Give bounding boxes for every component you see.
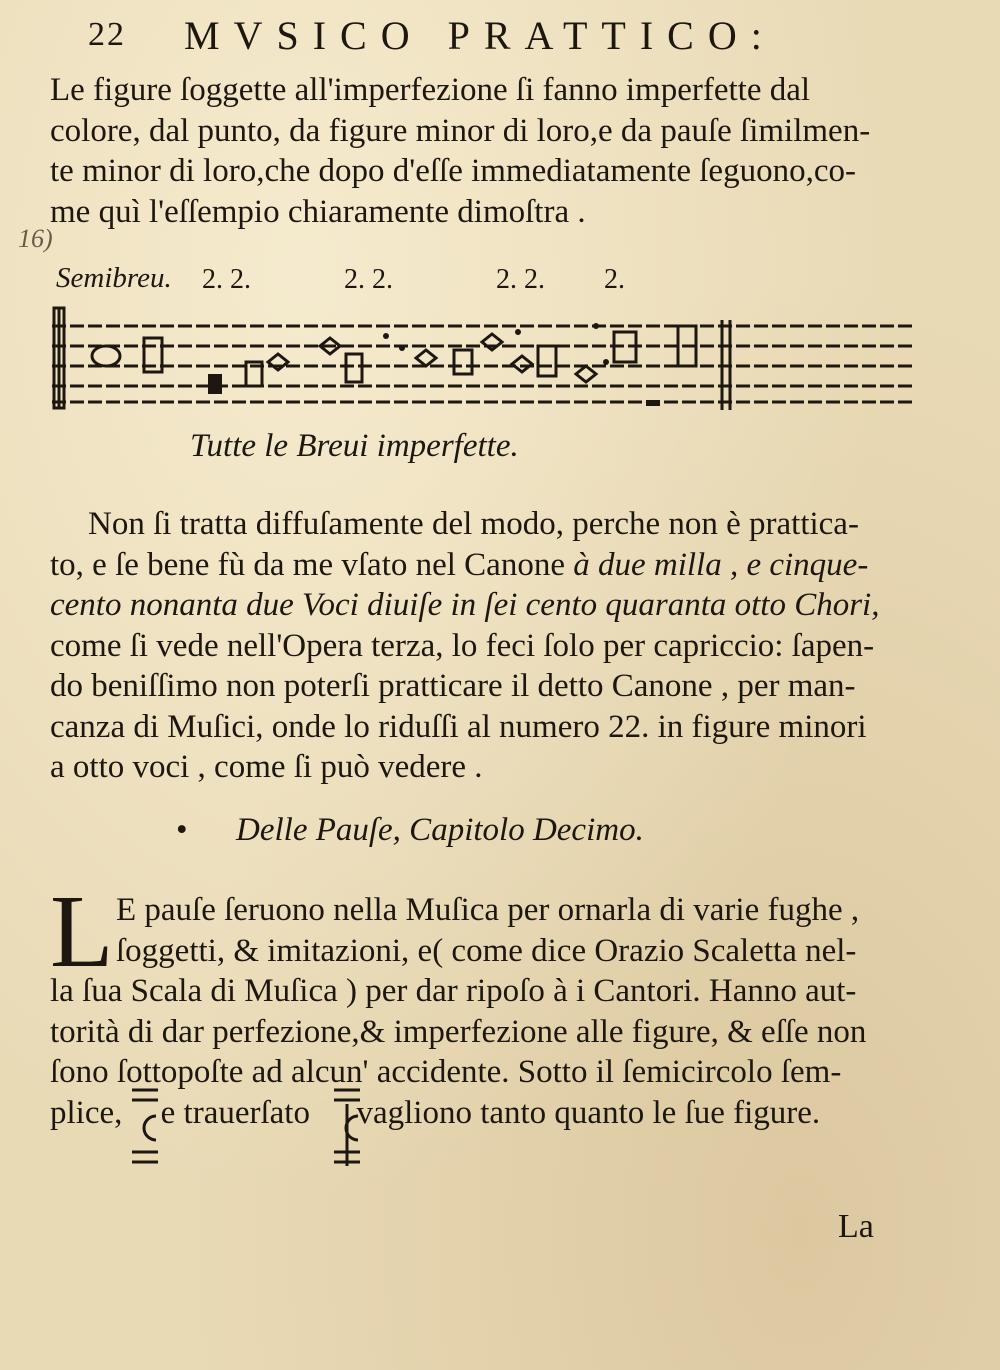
example-label: Semibreu.	[56, 262, 172, 294]
page-number: 22	[88, 16, 126, 53]
text-line: torità di dar perfezione,& imperfezione alle figure, & eſſe non	[50, 1013, 867, 1050]
example-caption: Tutte le Breui imperfette.	[190, 428, 519, 464]
chapter-heading: Delle Pauſe, Capitolo Decimo.	[236, 812, 644, 848]
paragraph-pause	[50, 890, 930, 1133]
example-number: 2. 2.	[496, 264, 545, 295]
music-staff-figure	[46, 302, 918, 414]
page-header	[88, 12, 948, 62]
text-line: me quì l'eſſempio chiaramente dimoſtra .	[50, 193, 586, 230]
text-line: la ſua Scala di Muſica ) per dar ripoſo à i Cantori. Hanno aut-	[50, 973, 857, 1009]
margin-annotation: 16)	[18, 224, 53, 253]
text-line	[50, 545, 930, 586]
text-segment: e trauerſato	[152, 1094, 319, 1131]
text-line: do beniſſimo non poterſi pratticare il detto Canone , per man-	[50, 668, 856, 704]
italic-text-segment: à due milla , e cinque-	[573, 546, 869, 583]
running-title: MVSICO PRATTICO:	[184, 13, 776, 58]
text-line: Non ſi tratta diffuſamente del modo, perche non è pratticа-	[88, 506, 859, 542]
text-line: a otto voci , come ſi può vedere .	[50, 749, 483, 785]
paragraph-modo	[50, 504, 930, 788]
text-segment: to, e ſe bene fù da me vſato nel Canone	[50, 546, 574, 583]
text-line: Le figure ſoggette all'imperfezione ſi fanno imperfette dal	[50, 72, 811, 108]
text-line: E pauſe ſeruono nella Muſica per ornarla di varie fughe ,	[116, 892, 860, 928]
text-line: colore, dal punto, da figure minor di loro,e da pauſe ſimilmen-	[50, 112, 871, 149]
semicircle-crossed-symbol	[330, 1082, 364, 1168]
example-number: 2. 2.	[202, 264, 251, 295]
example-number: 2. 2.	[344, 264, 393, 295]
text-line: canza di Muſici, onde lo riduſſi al numero 22. in figure minori	[50, 708, 867, 745]
italic-text-line: cento nonanta due Voci diuiſe in ſei cento quaranta otto Chori,	[50, 587, 880, 623]
music-example	[46, 302, 918, 414]
text-line: come ſi vede nell'Opera terza, lo feci ſolo per capriccio: ſapen-	[50, 627, 875, 664]
text-line: ſoggetti, & imitazioni, e( come dice Orazio Scaletta nel-	[116, 932, 857, 969]
heading-bullet: •	[176, 812, 188, 848]
semicircle-simple-symbol	[128, 1082, 162, 1168]
text-segment: vagliono tanto quanto le ſue figure.	[348, 1094, 821, 1131]
text-line	[50, 1093, 930, 1134]
text-line: ſono ſottopoſte ad alcun' accidente. Sotto il ſemicircolo ſem-	[50, 1054, 842, 1090]
catchword: La	[838, 1208, 874, 1245]
text-segment: plice,	[50, 1094, 123, 1131]
paragraph-imperfection	[50, 70, 930, 232]
drop-cap: L	[50, 874, 114, 989]
example-number: 2.	[604, 264, 625, 295]
text-line: te minor di loro,che dopo d'eſſe immediatamente ſeguono,co-	[50, 153, 856, 189]
